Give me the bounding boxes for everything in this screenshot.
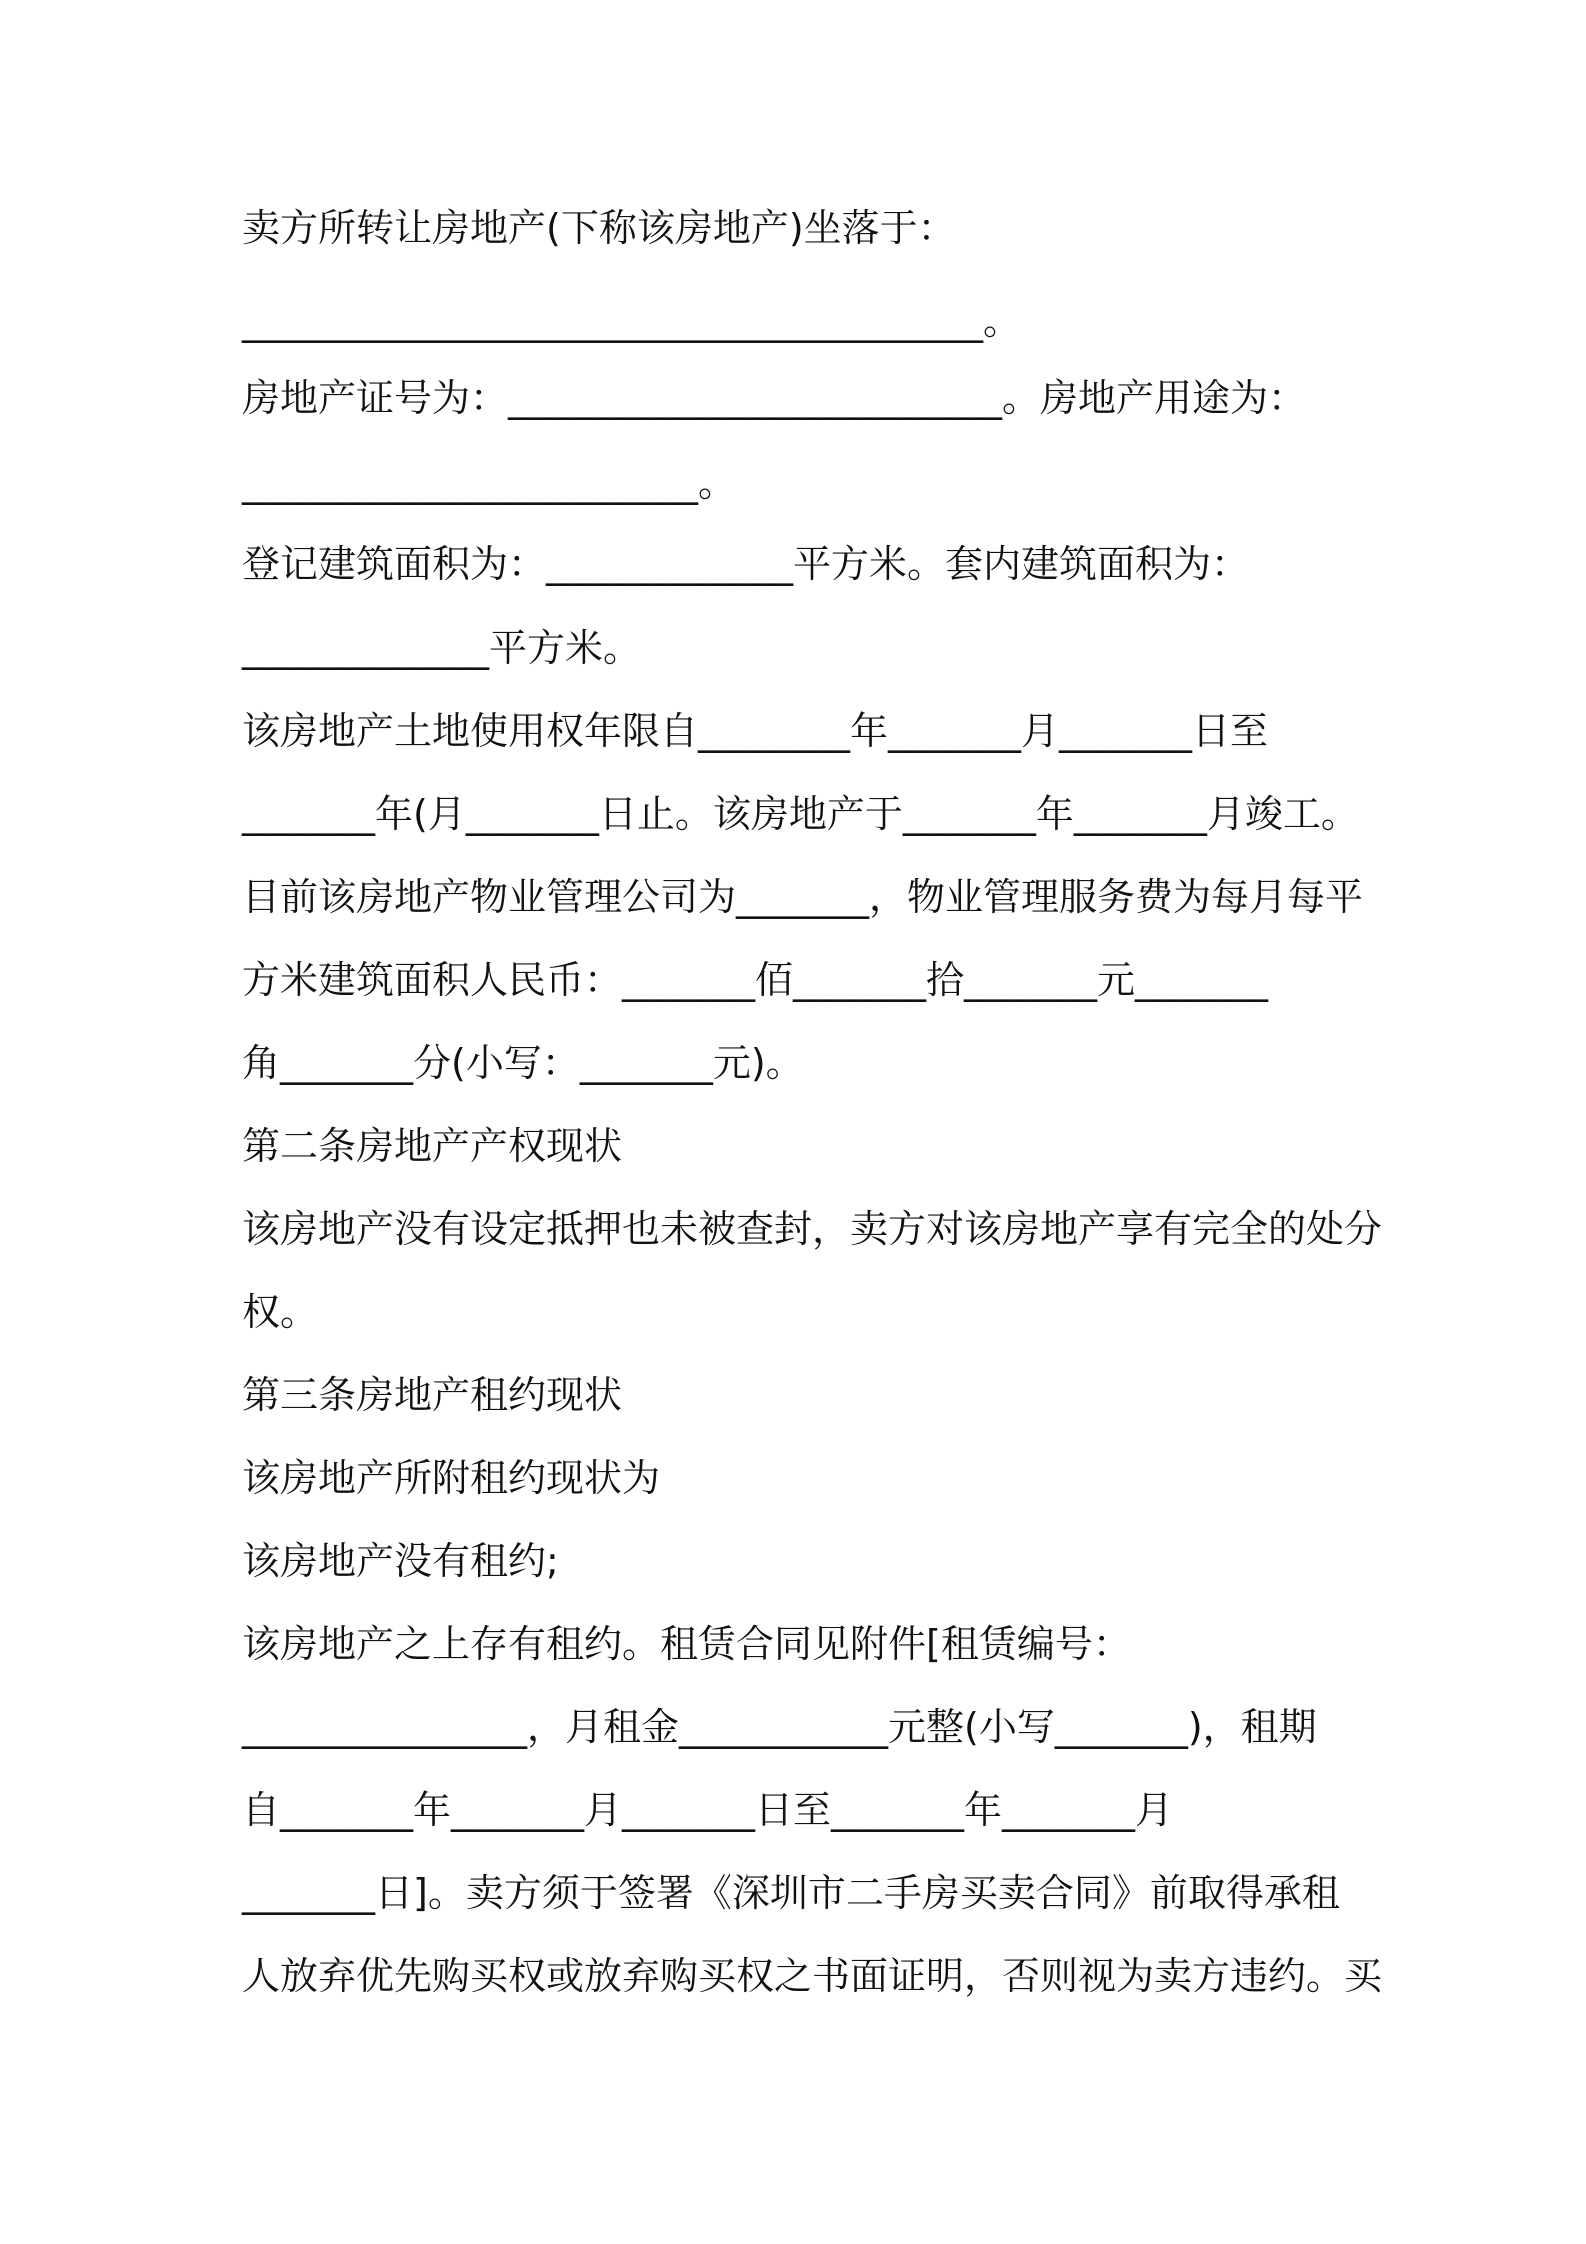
- registered-area-line: 登记建筑面积为：_____________平方米。套内建筑面积为：: [242, 542, 1250, 586]
- completion-date-line: _______年(月_______日止。该房地产于_______年_______月竣工。: [242, 792, 1359, 836]
- management-fee-amount-line: 角_______分(小写：_______元)。: [242, 1041, 804, 1085]
- lease-waiver-line-cont: 人放弃优先购买权或放弃购买权之书面证明，否则视为卖方违约。买: [242, 1954, 1383, 1998]
- lease-term-line: 自_______年_______月_______日至_______年_______月: [242, 1788, 1174, 1832]
- land-use-term-line: 该房地产土地使用权年限自________年_______月_______日至: [242, 709, 1269, 753]
- lease-waiver-line: _______日]。卖方须于签署《深圳市二手房买卖合同》前取得承租: [242, 1871, 1340, 1915]
- article-2-body-cont: 权。: [242, 1290, 319, 1334]
- lease-status-intro: 该房地产所附租约现状为: [242, 1456, 661, 1500]
- certificate-number-line: 房地产证号为：__________________________。房地产用途为：: [242, 376, 1307, 420]
- property-management-line: 目前该房地产物业管理公司为_______，物业管理服务费为每月每平: [242, 875, 1364, 919]
- lease-option-none: 该房地产没有租约;: [242, 1539, 559, 1583]
- property-location-line: 卖方所转让房地产(下称该房地产)坐落于：: [242, 206, 956, 250]
- lease-rent-line: _______________，月租金___________元整(小写_______)，租期: [242, 1705, 1317, 1749]
- inner-area-line: _____________平方米。: [242, 626, 642, 670]
- lease-option-exists: 该房地产之上存有租约。租赁合同见附件[租赁编号：: [242, 1622, 1131, 1666]
- property-use-blank: ________________________。: [242, 461, 737, 505]
- management-fee-line: 方米建筑面积人民币：_______佰_______拾_______元_______: [242, 958, 1269, 1002]
- property-location-blank: _______________________________________。: [242, 299, 1022, 343]
- article-2-heading: 第二条房地产产权现状: [242, 1124, 623, 1168]
- article-3-heading: 第三条房地产租约现状: [242, 1373, 623, 1417]
- article-2-body: 该房地产没有设定抵押也未被查封，卖方对该房地产享有完全的处分: [242, 1207, 1383, 1251]
